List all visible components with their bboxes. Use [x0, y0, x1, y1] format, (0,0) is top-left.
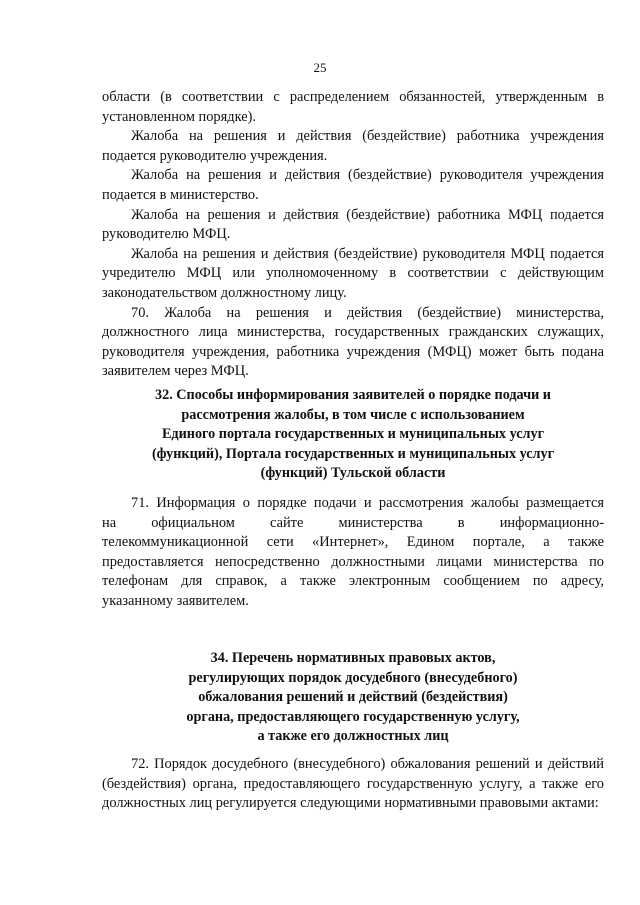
heading-line: 34. Перечень нормативных правовых актов,: [210, 650, 496, 666]
page-number: 25: [313, 60, 327, 75]
heading-line: регулирующих порядок досудебного (внесудебного): [188, 669, 518, 686]
heading-line: обжалования решений и действий (бездействия): [198, 689, 508, 705]
paragraph-continuation: области (в соответствии с распределением обязанностей, утвержденным в установленном порядке).: [102, 89, 604, 125]
section-34-heading: [102, 649, 604, 747]
section-32-heading: [102, 386, 604, 484]
paragraph-complaint-mfc-worker: Жалоба на решения и действия (бездействие) работника МФЦ подается руководителю МФЦ.: [102, 206, 604, 243]
paragraph-72-block: [102, 755, 604, 814]
text-line: на официальном сайте министерства в информационно-: [102, 514, 604, 531]
text-line: 71. Информация о порядке подачи и рассмотрения жалобы размещается: [131, 495, 604, 511]
paragraph-complaint-worker: Жалоба на решения и действия (бездействие) работника учреждения подается руководителю учреждения.: [102, 128, 604, 164]
heading-line: (функций), Портала государственных и муниципальных услуг: [151, 445, 555, 462]
text-line: телекоммуникационной сети «Интернет», Едином портале, а также: [102, 534, 604, 551]
heading-line: Единого портала государственных и муниципальных услуг: [161, 426, 545, 442]
top-text-block: [102, 88, 604, 382]
text-line: телефонам для справок, а также электронным сообщением по адресу,: [102, 573, 604, 590]
heading-line: а также его должностных лиц: [257, 728, 449, 744]
text-line: указанному заявителем.: [102, 592, 249, 609]
heading-line: 32. Способы информирования заявителей о порядке подачи и: [155, 387, 551, 403]
heading-line: органа, предоставляющего государственную услугу,: [186, 708, 520, 725]
paragraph-complaint-mfc-head: Жалоба на решения и действия (бездействие) руководителя МФЦ подается учредителю МФЦ или уполномоченному в соответствии с действующим законодательством должностному лицу.: [102, 245, 604, 301]
paragraph-71: [102, 494, 604, 612]
text-line: предоставляется непосредственно должностными лицами министерства по: [102, 553, 604, 570]
paragraph-complaint-head: Жалоба на решения и действия (бездействие) руководителя учреждения подается в министерство.: [102, 167, 604, 203]
heading-line: рассмотрения жалобы, в том числе с использованием: [181, 406, 525, 423]
paragraph-70: 70. Жалоба на решения и действия (бездействие) министерства, должностного лица министерства, государственных гражданских служащих, руководителя учреждения, работника учреждения (МФЦ) может быть подана заявителем через МФЦ.: [102, 304, 604, 380]
paragraph-72: 72. Порядок досудебного (внесудебного) обжалования решений и действий (бездействия) органа, предоставляющего государственную услугу, а также его должностных лиц регулируется следующими нормативными правовыми актами:: [102, 756, 604, 812]
heading-line: (функций) Тульской области: [260, 465, 446, 481]
